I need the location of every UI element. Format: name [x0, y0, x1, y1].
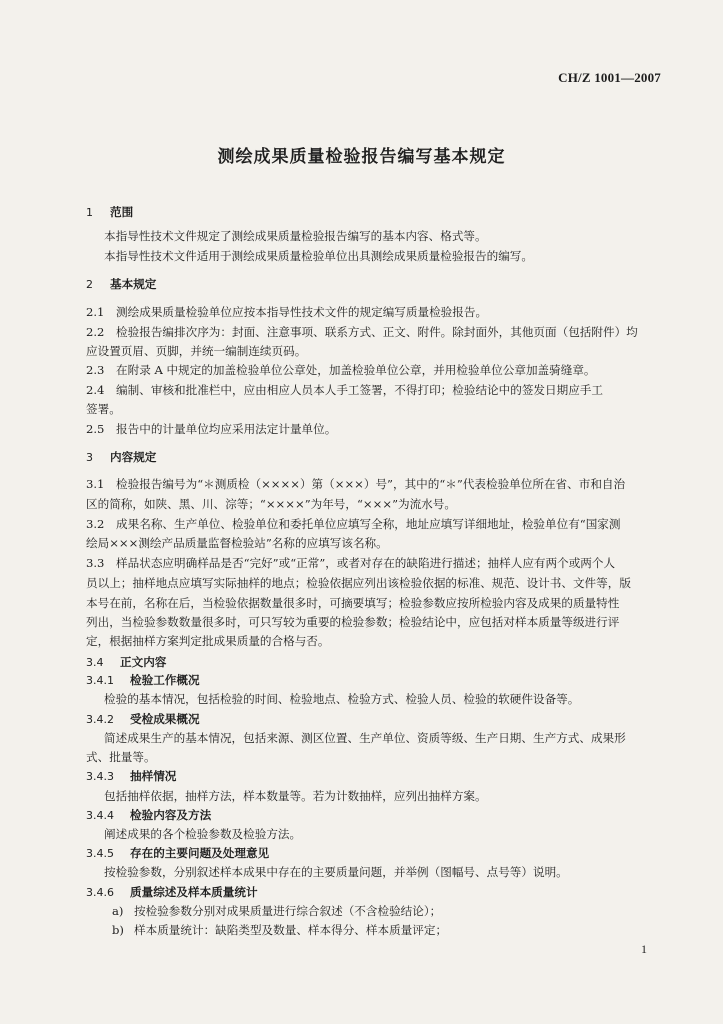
section-3-4-heading: 3.4 正文内容 [86, 655, 167, 669]
section-3-4-6-heading: 3.4.6 质量综述及样本质量统计 [86, 885, 258, 899]
clause-2-2: 2.2 检验报告编排次序为：封面、注意事项、联系方式、正文、附件。除封面外，其他页面（包括附件）均 [86, 325, 638, 339]
clause-2-5: 2.5 报告中的计量单位均应采用法定计量单位。 [86, 422, 337, 436]
page-number: 1 [641, 942, 647, 956]
clause-3-1-cont: 区的简称，如陕、黑、川、淙等；“××××”为年号，“×××”为流水号。 [86, 497, 456, 511]
list-item-b: b) 样本质量统计：缺陷类型及数量、样本得分、样本质量评定； [112, 923, 448, 937]
section-2-heading: 2 基本规定 [86, 277, 157, 291]
clause-2-3: 2.3 在附录 A 中规定的加盖检验单位公章处，加盖检验单位公章，并用检验单位公章加盖骑缝章。 [86, 363, 596, 377]
document-title: 测绘成果质量检验报告编写基本规定 [217, 147, 506, 167]
clause-3-3-cont: 员以上；抽样地点应填写实际抽样的地点；检验依据应列出该检验依据的标准、规范、设计书、文件等，版 [86, 576, 631, 590]
standard-code: CH/Z 1001—2007 [558, 70, 661, 85]
paragraph: 本指导性技术文件规定了测绘成果质量检验报告编写的基本内容、格式等。 [104, 229, 487, 243]
paragraph-cont: 式、批量等。 [86, 750, 156, 764]
clause-3-2-cont: 绘局×××测绘产品质量监督检验站”名称的应填写该名称。 [86, 536, 388, 550]
paragraph: 按检验参数，分别叙述样本成果中存在的主要质量问题，并举例（图幅号、点号等）说明。 [104, 865, 568, 879]
section-3-4-1-heading: 3.4.1 检验工作概况 [86, 673, 200, 687]
clause-3-3: 3.3 样品状态应明确样品是否“完好”或“正常”，或者对存在的缺陷进行描述；抽样人应有两个或两个人 [86, 556, 616, 570]
list-item-a: a) 按检验参数分别对成果质量进行综合叙述（不含检验结论）； [112, 904, 442, 918]
section-3-4-4-heading: 3.4.4 检验内容及方法 [86, 808, 212, 822]
section-3-4-5-heading: 3.4.5 存在的主要问题及处理意见 [86, 846, 270, 860]
paragraph: 阐述成果的各个检验参数及检验方法。 [104, 827, 302, 841]
clause-3-3-cont: 列出，当检验参数数量很多时，可只写较为重要的检验参数；检验结论中，应包括对样本质量等级进行评 [86, 615, 620, 629]
clause-2-2-cont: 应设置页眉、页脚，并统一编制连续页码。 [86, 344, 307, 358]
clause-3-2: 3.2 成果名称、生产单位、检验单位和委托单位应填写全称，地址应填写详细地址，检验单位有“国家测 [86, 517, 621, 531]
section-1-heading: 1 范围 [86, 205, 134, 219]
paragraph: 本指导性技术文件适用于测绘成果质量检验单位出具测绘成果质量检验报告的编写。 [104, 249, 533, 263]
section-3-4-2-heading: 3.4.2 受检成果概况 [86, 712, 200, 726]
section-3-heading: 3 内容规定 [86, 450, 157, 464]
clause-2-4: 2.4 编制、审核和批准栏中，应由相应人员本人手工签署，不得打印；检验结论中的签发日期应手工 [86, 383, 603, 397]
paragraph: 检验的基本情况，包括检验的时间、检验地点、检验方式、检验人员、检验的软硬件设备等。 [104, 692, 580, 706]
clause-3-1: 3.1 检验报告编号为“＊测质检（××××）第（×××）号”，其中的“＊”代表检验单位所在省、市和自治 [86, 477, 626, 491]
section-3-4-3-heading: 3.4.3 抽样情况 [86, 769, 177, 783]
clause-3-3-cont: 本号在前，名称在后，当检验依据数量很多时，可摘要填写；检验参数应按所检验内容及成果的质量特性 [86, 596, 620, 610]
paragraph: 包括抽样依据，抽样方法，样本数量等。若为计数抽样，应列出抽样方案。 [104, 789, 487, 803]
paragraph: 简述成果生产的基本情况，包括来源、测区位置、生产单位、资质等级、生产日期、生产方式、成果形 [104, 731, 626, 745]
clause-3-3-cont: 定，根据抽样方案判定批成果质量的合格与否。 [86, 634, 330, 648]
clause-2-1: 2.1 测绘成果质量检验单位应按本指导性技术文件的规定编写质量检验报告。 [86, 305, 488, 319]
clause-2-4-cont: 签署。 [86, 402, 121, 416]
